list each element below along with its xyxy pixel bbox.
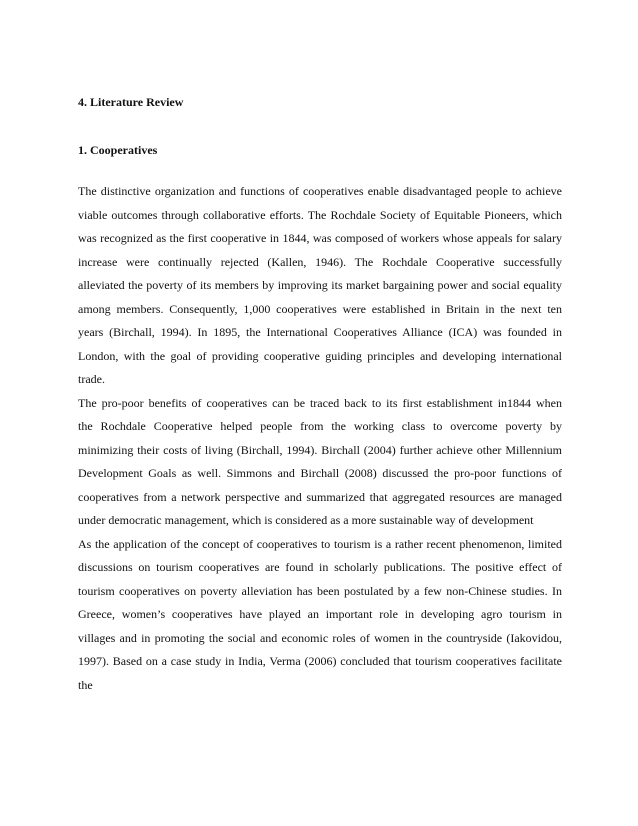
- section-heading: 4. Literature Review: [78, 95, 184, 109]
- text-line: the: [78, 677, 93, 692]
- text-line: As the application of the concept of cooperatives to tourism is a rather recent phenomenon, limited: [78, 536, 562, 551]
- body-text: [78, 180, 562, 697]
- text-line: alleviated the poverty of its members by improving its market bargaining power and social equality: [78, 278, 562, 292]
- text-line: under democratic management, which is considered as a more sustainable way of development: [78, 513, 534, 527]
- text-line: trade.: [78, 372, 105, 386]
- text-line: the Rochdale Cooperative helped people from the working class to overcome poverty by: [78, 419, 562, 433]
- text-line: The distinctive organization and functions of cooperatives enable disadvantaged people to achieve: [78, 184, 562, 198]
- text-line: cooperatives from a network perspective and summarized that aggregated resources are managed: [78, 489, 562, 504]
- text-line: discussions on tourism cooperatives are found in scholarly publications. The positive effect of: [78, 560, 562, 574]
- text-line: viable outcomes through collaborative efforts. The Rochdale Society of Equitable Pioneers, which: [78, 207, 562, 222]
- text-line: The pro-poor benefits of cooperatives can be traced back to its first establishment in1844 when: [78, 395, 562, 410]
- text-line: villages and in promoting the social and economic roles of women in the countryside (Iakovidou,: [78, 630, 562, 645]
- text-line: was recognized as the first cooperative in 1844, was composed of workers whose appeals for salary: [78, 231, 562, 245]
- text-line: increase were continually rejected (Kallen, 1946). The Rochdale Cooperative successfully: [78, 254, 562, 269]
- text-line: among members. Consequently, 1,000 cooperatives were established in Britain in the next ten: [78, 301, 562, 316]
- paragraph-2: [78, 392, 562, 533]
- text-line: Greece, women’s cooperatives have played an important role in developing agro tourism in: [78, 607, 562, 621]
- text-line: years (Birchall, 1994). In 1895, the International Cooperatives Alliance (ICA) was founded in: [78, 325, 562, 339]
- text-line: London, with the goal of providing cooperative guiding principles and developing international: [78, 348, 562, 363]
- text-line: Development Goals as well. Simmons and Birchall (2008) discussed the pro-poor functions of: [78, 466, 562, 480]
- text-line: tourism cooperatives on poverty alleviation has been postulated by a few non-Chinese studies. In: [78, 583, 562, 598]
- paragraph-1: [78, 180, 562, 392]
- paragraph-3: [78, 533, 562, 698]
- subsection-heading: 1. Cooperatives: [78, 143, 158, 157]
- text-line: 1997). Based on a case study in India, Verma (2006) concluded that tourism cooperatives facilitate: [78, 654, 562, 668]
- text-line: minimizing their costs of living (Birchall, 1994). Birchall (2004) further achieve other Millennium: [78, 442, 562, 457]
